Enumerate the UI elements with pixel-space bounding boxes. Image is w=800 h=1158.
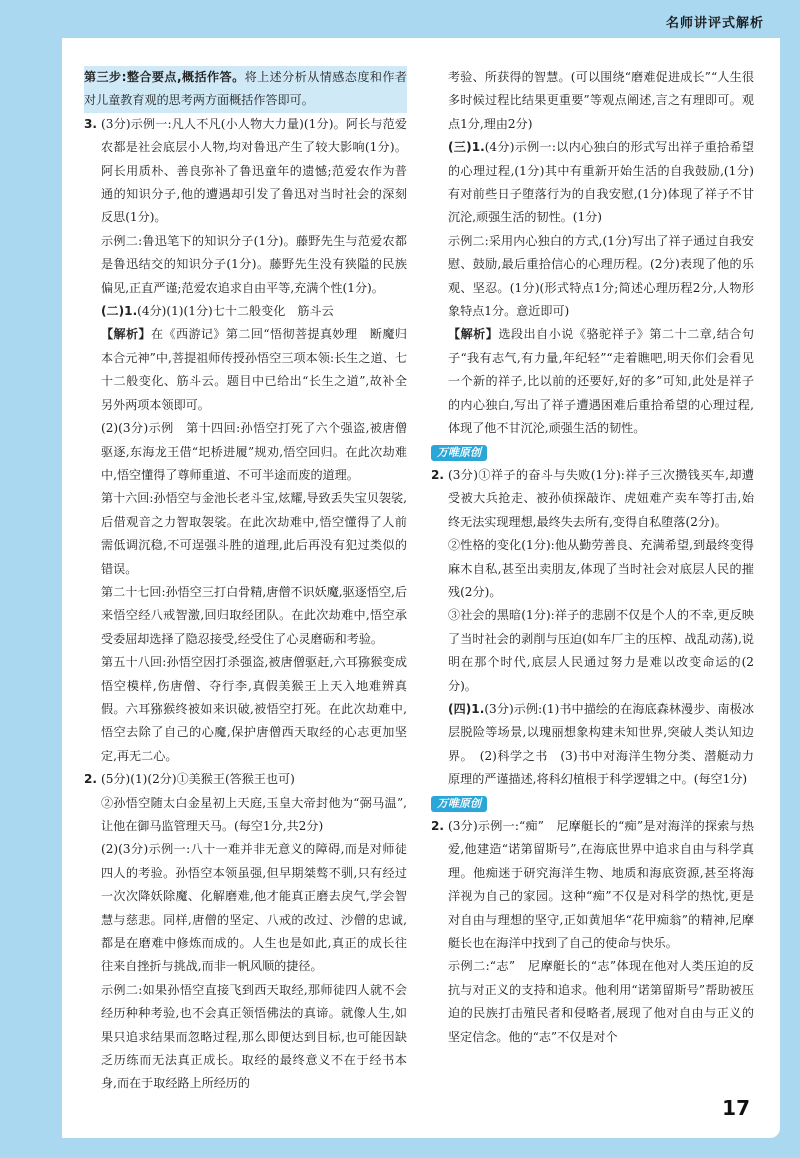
q2b-p1 xyxy=(431,815,754,955)
q2a-text: (3分)①祥子的奋斗与失败(1分):祥子三次攒钱买车,却遭受被大兵抢走、被孙侦探敲诈、虎妞难产卖车等打击,始终无法实现理想,最终失去所有,变得自私堕落(2分)。 xyxy=(448,467,754,529)
sec2-block xyxy=(84,300,407,768)
sec2-p4: 第二十七回:孙悟空三打白骨精,唐僧不识妖魔,驱逐悟空,后来悟空经八戒智激,回归取经团队。在此次劫难中,悟空承受委屈却选择了隐忍接受,经受住了心灵磨砺和考验。 xyxy=(101,584,407,646)
page-sheet xyxy=(62,38,780,1138)
q2a-p1 xyxy=(431,464,754,534)
header-title: 名师讲评式解析 xyxy=(665,16,764,31)
step3-text: 将上述分析从情感态度和作者对儿童教育观的思考两方面概括作答即可。 xyxy=(84,70,407,108)
original-badge: 万唯原创 xyxy=(431,445,487,461)
sec3-block xyxy=(431,136,754,440)
sec3-q1 xyxy=(448,136,754,230)
q2b-text: (3分)示例一:“痴” 尼摩艇长的“痴”是对海洋的探索与热爱,他建造“诺第留斯号”,在海底世界中追求自由与科学真理。他痴迷于研究海洋生物、地质和海底资源,甚至将海洋视为自己的家园。这种“痴”不仅是对科学的热忱,更是对自由与理想的坚守,正如黄旭华“花甲痴翁”的精神,尼摩艇长也在海洋中找到了自己的使命与快乐。 xyxy=(448,819,754,951)
q3-number: 3. xyxy=(84,116,98,131)
sec2-analysis xyxy=(101,323,407,417)
q2b-block xyxy=(431,815,754,1049)
two-column-body xyxy=(84,66,754,1098)
step3-label: 第三步:整合要点,概括作答。 xyxy=(84,70,245,84)
step3-paragraph xyxy=(84,66,407,113)
left-column xyxy=(84,66,407,1098)
sec3-label: (三)1. xyxy=(448,140,485,155)
sec4-label: (四)1. xyxy=(448,701,485,716)
q2a-number: 2. xyxy=(431,467,445,482)
sec3-analysis-label: 【解析】 xyxy=(448,327,499,342)
sec2-q1 xyxy=(101,300,407,323)
sec3-p2: 示例二:采用内心独白的方式,(1分)写出了祥子通过自我安慰、鼓励,最后重拾信心的心理历程。(2分)表现了他的乐观、坚忍。(1分)(形式特点1分;简述心理历程2分,人物形象特点1分。意近即可) xyxy=(448,233,754,319)
sec2-p3: 第十六回:孙悟空与金池长老斗宝,炫耀,导致丢失宝贝袈裟,后借观音之力智取袈裟。在此次劫难中,悟空懂得了人前需低调沉稳,不可逞强斗胜的道理,此后再没有犯过类似的错误。 xyxy=(101,491,407,576)
sec4-q1 xyxy=(448,698,754,792)
q2-block xyxy=(84,768,407,1096)
original-badge: 万唯原创 xyxy=(431,796,487,812)
sec3-analysis xyxy=(448,323,754,440)
q3-answer xyxy=(84,113,407,230)
sec3-p1: (4分)示例一:以内心独白的形式写出祥子重拾希望的心理过程,(1分)其中有重新开始生活的自我鼓励,(1分)有对前些日子堕落行为的自我安慰,(1分)体现了祥子不甘沉沦,顽强生活的韧性。(1分) xyxy=(448,140,754,225)
sec2-analysis-text: 在《西游记》第二回“悟彻菩提真妙理 断魔归本合元神”中,菩提祖师传授孙悟空三项本领:长生之道、七十二般变化、筋斗云。题目中已给出“长生之道”,故补全另外两项本领即可。 xyxy=(101,327,407,412)
cont-block xyxy=(431,66,754,136)
sec2-answer: (4分)(1)(1分)七十二般变化 筋斗云 xyxy=(137,304,334,319)
q3-text: (3分)示例一:凡人不凡(小人物大力量)(1分)。阿长与范爱农都是社会底层小人物,均对鲁迅产生了较大影响(1分)。阿长用质朴、善良弥补了鲁迅童年的遗憾;范爱农作为普通的知识分子,他的遭遇却引发了鲁迅对当时社会的深刻反思(1分)。 xyxy=(101,116,407,225)
continuation-text: 考验、所获得的智慧。(可以围绕“磨难促进成长”“人生很多时候过程比结果更重要”等观点阐述,言之有理即可。观点1分,理由2分) xyxy=(448,70,754,131)
q2-p3: (2)(3分)示例一:八十一难并非无意义的障碍,而是对师徒四人的考验。孙悟空本领虽强,但早期桀骜不驯,只有经过一次次降妖除魔、化解磨难,他才能真正磨去戾气,学会智慧与慈悲。同样,唐僧的坚定、八戒的改过、沙僧的忠诚,都是在磨难中修炼而成的。人生也是如此,真正的成长往往来自挫折与挑战,而非一帆风顺的捷径。 xyxy=(101,842,407,974)
q3-example2: 示例二:鲁迅笔下的知识分子(1分)。藤野先生与范爱农都是鲁迅结交的知识分子(1分)。藤野先生没有狭隘的民族偏见,正直严谨;范爱农追求自由平等,充满个性(1分)。 xyxy=(101,233,407,295)
sec2-p5: 第五十八回:孙悟空因打杀强盗,被唐僧驱赶,六耳猕猴变成悟空模样,伤唐僧、夺行李,真假美猴王上天入地难辨真假。六耳猕猴终被如来识破,被悟空打死。在此次劫难中,悟空去除了自己的心魔,保护唐僧西天取经的心志更加坚定,再无二心。 xyxy=(101,655,407,763)
sec2-label: (二)1. xyxy=(101,304,138,319)
right-column xyxy=(431,66,754,1098)
sec4-p1: (3分)示例:(1)书中描绘的在海底森林漫步、南极冰层脱险等场景,以瑰丽想象构建未知世界,突破人类认知边界。 (2)科学之书 (3)书中对海洋生物分类、潜艇动力原理的严谨描述,将科幻植根于科学逻辑之中。(每空1分) xyxy=(448,701,754,787)
sec2-p2: (2)(3分)示例 第十四回:孙悟空打死了六个强盗,被唐僧驱逐,东海龙王借“圯桥进履”规劝,悟空回归。在此次劫难中,悟空懂得了尊师重道、不可半途而废的道理。 xyxy=(101,421,407,482)
q2-number: 2. xyxy=(84,772,98,787)
q2-text: (5分)(1)(2分)①美猴王(答猴王也可) xyxy=(101,772,295,787)
q2-p2: ②孙悟空随太白金星初上天庭,玉皇大帝封他为“弼马温”,让他在御马监管理天马。(每空1分,共2分) xyxy=(101,795,407,833)
q2-p1 xyxy=(84,768,407,791)
q3-block xyxy=(84,113,407,300)
page-number: 17 xyxy=(722,1096,750,1120)
sec4-block xyxy=(431,698,754,792)
q2b-p2: 示例二:“志” 尼摩艇长的“志”体现在他对人类压迫的反抗与对正义的支持和追求。他利用“诺第留斯号”帮助被压迫的民族打击殖民者和侵略者,展现了他对自由与正义的坚定信念。他的“志”不仅是对个 xyxy=(448,959,754,1044)
page-header xyxy=(0,0,800,40)
q2-p4: 示例二:如果孙悟空直接飞到西天取经,那师徒四人就不会经历种种考验,也不会真正领悟佛法的真谛。就像人生,如果只追求结果而忽略过程,那么即便达到目标,也可能因缺乏历练而无法真正成长。取经的最终意义不在于经书本身,而在于取经路上所经历的 xyxy=(101,982,407,1091)
badge1-row xyxy=(431,441,754,464)
badge2-row xyxy=(431,792,754,815)
sec2-analysis-label: 【解析】 xyxy=(101,327,151,342)
q2a-block xyxy=(431,464,754,698)
q2a-p3: ③社会的黑暗(1分):祥子的悲剧不仅是个人的不幸,更反映了当时社会的剥削与压迫(如车厂主的压榨、战乱动荡),说明在那个时代,底层人民通过努力是难以改变命运的(2分)。 xyxy=(448,608,754,693)
q2a-p2: ②性格的变化(1分):他从勤劳善良、充满希望,到最终变得麻木自私,甚至出卖朋友,体现了当时社会对底层人民的摧残(2分)。 xyxy=(448,538,754,599)
q2b-number: 2. xyxy=(431,819,445,833)
sec3-analysis-text: 选段出自小说《骆驼祥子》第二十二章,结合句子“我有志气,有力量,年纪轻”“走着瞧吧,明天你们会看见一个新的祥子,比以前的还要好,好的多”可知,此处是祥子的内心独白,写出了祥子遭遇困难后重拾希望的心理过程,体现了他不甘沉沦,顽强生活的韧性。 xyxy=(448,327,754,436)
